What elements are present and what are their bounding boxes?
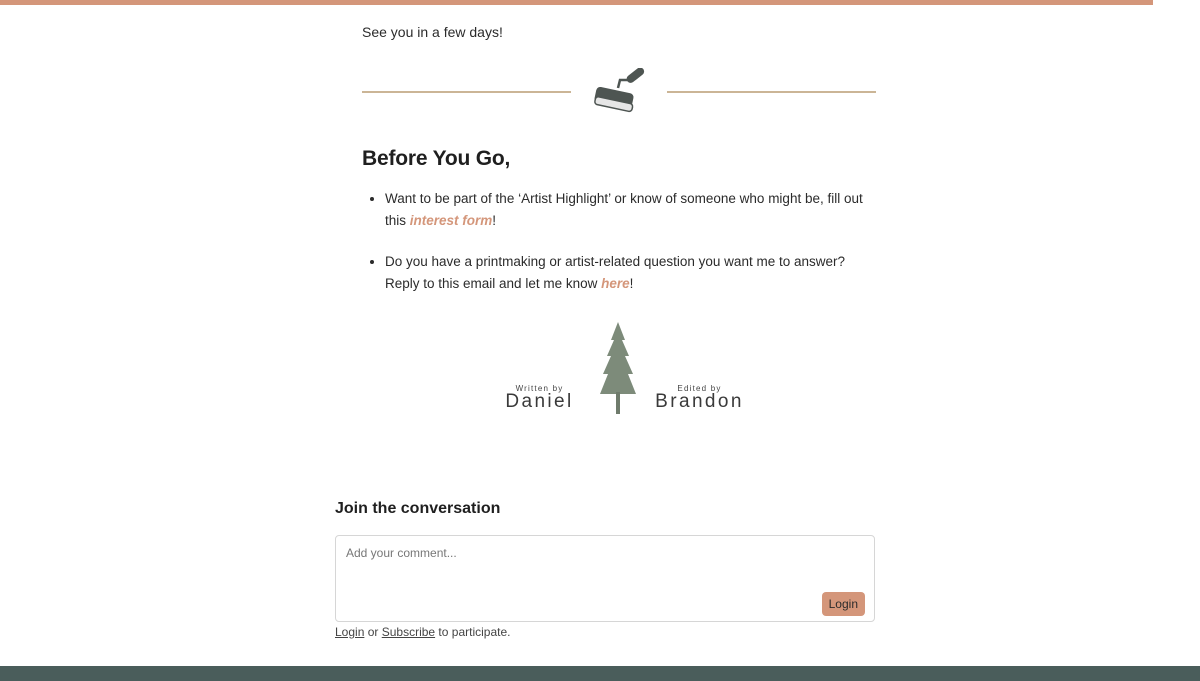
- written-by-caption: Written by: [515, 384, 564, 393]
- signature-block: [502, 320, 752, 420]
- ink-roller-icon: [588, 68, 650, 120]
- pine-tree-icon: [598, 322, 638, 414]
- author-name: Daniel: [505, 391, 574, 412]
- divider-rule-right: [667, 91, 876, 93]
- comments-heading: Join the conversation: [335, 500, 501, 517]
- editor-name: Brandon: [655, 391, 744, 412]
- section-divider: [362, 64, 876, 124]
- comment-input[interactable]: [346, 546, 856, 586]
- list-item-suffix: !: [492, 213, 497, 228]
- participate-note: [335, 625, 510, 639]
- login-link[interactable]: Login: [335, 625, 365, 639]
- comment-box: [335, 535, 875, 622]
- reply-here-link[interactable]: here: [601, 276, 630, 291]
- closing-line: See you in a few days!: [362, 24, 503, 40]
- before-you-go-list: [362, 188, 876, 314]
- subscribe-link[interactable]: Subscribe: [381, 625, 436, 639]
- list-item-text: Want to be part of the ‘Artist Highlight’ or know of someone who might be, fill out this: [385, 191, 863, 228]
- footer-bar: [0, 666, 1200, 681]
- section-heading: Before You Go,: [362, 147, 511, 170]
- or-text: or: [364, 625, 382, 639]
- interest-form-link[interactable]: interest form: [409, 213, 493, 228]
- list-item-suffix: !: [629, 276, 634, 291]
- login-button[interactable]: Login: [822, 592, 865, 616]
- top-accent-bar: [0, 0, 1153, 5]
- list-item: [385, 251, 876, 295]
- edited-by: [652, 384, 747, 411]
- participate-suffix: to participate.: [435, 625, 511, 639]
- edited-by-caption: Edited by: [677, 384, 722, 393]
- comments-section: [335, 500, 875, 639]
- list-item-text: Do you have a printmaking or artist-related question you want me to answer? Reply to this email and let me know: [385, 254, 845, 291]
- divider-rule-left: [362, 91, 571, 93]
- list-item: [385, 188, 876, 232]
- written-by: [502, 384, 577, 411]
